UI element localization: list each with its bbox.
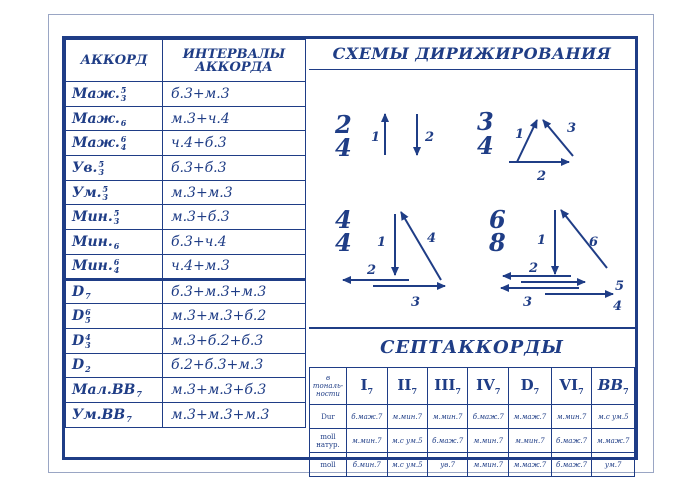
chord-sub: 3 <box>120 92 127 103</box>
chord-base: Маж. <box>72 85 120 102</box>
septachord-degree-sub: 7 <box>455 386 461 396</box>
septachords-rows <box>310 405 635 477</box>
chord-base: D <box>72 308 85 325</box>
septachord-degree-sub: 7 <box>367 386 374 396</box>
chord-row <box>66 304 306 329</box>
chord-intervals: ч.4+м.3 <box>163 254 306 279</box>
chord-base: Мин. <box>72 209 113 226</box>
septachord-degree: VI <box>559 376 579 394</box>
chord-base: D <box>72 357 85 374</box>
septachord-cell: м.с ум.5 <box>592 405 635 429</box>
beat-6-8-3: 3 <box>523 295 533 310</box>
chord-base: Ум. <box>72 184 102 201</box>
chord-intervals: м.3+б.2+б.3 <box>163 328 306 353</box>
chord-intervals: м.3+м.3+б.3 <box>163 378 306 403</box>
septachord-row-label: moll <box>310 453 347 477</box>
chord-rows <box>66 82 306 428</box>
chord-intervals: б.2+б.3+м.3 <box>163 353 306 378</box>
chord-intervals: м.3+б.3 <box>163 205 306 230</box>
beat-6-8-6: 6 <box>589 235 599 250</box>
chord-base: Мин. <box>72 233 113 250</box>
septachord-cell: б.маж.7 <box>468 405 509 429</box>
chord-intervals: м.3+м.3+м.3 <box>163 402 306 427</box>
sig-4-4-top: 4 <box>335 205 352 234</box>
septachord-cell: м.мин.7 <box>509 429 552 453</box>
intervals-column-header <box>163 40 306 82</box>
septachord-degree-sub: 7 <box>533 386 540 396</box>
septachord-cell: м.мин.7 <box>427 405 468 429</box>
beat-3-4-3: 3 <box>567 121 577 136</box>
septachord-degree: III <box>434 376 456 394</box>
sig-4-4-bottom: 4 <box>335 228 352 257</box>
septachord-cell: б.мин.7 <box>347 453 388 477</box>
septachord-degree: ВВ <box>597 376 624 394</box>
septachord-cell: м.мин.7 <box>387 405 427 429</box>
septachord-column-header <box>509 368 552 405</box>
chord-column-header: АККОРД <box>66 40 163 82</box>
chord-intervals: м.3+м.3+б.2 <box>163 304 306 329</box>
septachord-degree-sub: 7 <box>578 386 584 396</box>
chord-name <box>66 254 163 279</box>
chord-row <box>66 279 306 304</box>
chord-name <box>66 156 163 181</box>
chord-base: Мал.ВВ <box>72 382 136 399</box>
septachord-degree-sub: 7 <box>623 386 629 396</box>
chord-sub: 7 <box>126 413 132 424</box>
septachord-cell: м.маж.7 <box>592 429 635 453</box>
chord-row <box>66 82 306 107</box>
beat-4-4-4: 4 <box>427 231 437 246</box>
chord-base: Ув. <box>72 159 98 176</box>
sig-2-4-bottom: 4 <box>335 133 352 162</box>
septachord-cell: ув.7 <box>427 453 468 477</box>
chord-intervals: м.3+м.3 <box>163 180 306 205</box>
septachord-cell: м.с ум.5 <box>387 453 427 477</box>
beat-4-4-3: 3 <box>411 295 421 310</box>
chord-name <box>66 230 163 255</box>
septachord-cell: б.маж.7 <box>551 453 592 477</box>
septachord-degree: D <box>520 376 534 394</box>
beat-6-8-4: 4 <box>613 299 623 314</box>
chord-sub: 4 <box>113 265 120 276</box>
chord-name <box>66 205 163 230</box>
conducting-schemes <box>309 70 635 326</box>
chord-row <box>66 378 306 403</box>
intervals-header-line2: АККОРДА <box>195 59 273 75</box>
septachord-row-label: Dur <box>310 405 347 429</box>
chord-row <box>66 131 306 156</box>
chord-name <box>66 106 163 131</box>
chord-sup: 5 <box>120 84 127 95</box>
septachords-section <box>309 327 635 469</box>
septachord-column-header <box>427 368 468 405</box>
septachords-table <box>309 367 635 477</box>
chord-row <box>66 106 306 131</box>
sig-6-8-top: 6 <box>489 205 506 234</box>
chord-row <box>66 353 306 378</box>
beat-2-4-2: 2 <box>425 130 435 145</box>
chord-sub: 6 <box>113 240 120 251</box>
chord-base: Мин. <box>72 258 113 275</box>
septachords-title: СЕПТАККОРДЫ <box>380 337 564 358</box>
chord-intervals: б.3+м.3+м.3 <box>163 279 306 304</box>
chord-sub: 6 <box>120 117 127 128</box>
chord-row <box>66 180 306 205</box>
chord-name <box>66 402 163 427</box>
chord-name <box>66 131 163 156</box>
arrow-4-4-beat4 <box>401 212 441 280</box>
chord-name <box>66 82 163 107</box>
chord-sup: 4 <box>85 331 91 342</box>
chord-sup: 5 <box>102 183 109 194</box>
chord-base: Ум.ВВ <box>72 406 126 423</box>
chord-sub: 4 <box>120 142 127 153</box>
sig-6-8-bottom: 8 <box>489 228 506 257</box>
sig-2-4-top: 2 <box>335 110 352 139</box>
chord-intervals: б.3+м.3 <box>163 82 306 107</box>
chord-sub: 3 <box>102 191 109 202</box>
septachord-row <box>310 429 635 453</box>
chord-base: Маж. <box>72 135 120 152</box>
septachord-cell: м.маж.7 <box>509 453 552 477</box>
chord-name <box>66 180 163 205</box>
chord-table <box>65 39 306 428</box>
chord-sub: 7 <box>85 290 91 301</box>
chord-sup: 5 <box>98 158 105 169</box>
septachord-degree: I <box>360 376 368 394</box>
septachord-column-header <box>592 368 635 405</box>
chord-sup: 6 <box>120 134 127 145</box>
beat-6-8-1: 1 <box>537 233 547 248</box>
septachords-corner: в тональ-ности <box>310 368 347 405</box>
arrow-6-8-beat6 <box>561 210 607 268</box>
septachord-row <box>310 453 635 477</box>
septachord-cell: ум.7 <box>592 453 635 477</box>
chord-name <box>66 304 163 329</box>
chord-row <box>66 156 306 181</box>
conducting-title: СХЕМЫ ДИРИЖИРОВАНИЯ <box>309 39 635 70</box>
chord-intervals: м.3+ч.4 <box>163 106 306 131</box>
intervals-header-line1: ИНТЕРВАЛЫ <box>182 46 286 62</box>
septachord-degree: IV <box>476 376 495 394</box>
septachord-cell: б.маж.7 <box>347 405 388 429</box>
chord-sub: 3 <box>113 216 120 227</box>
septachord-row-label: moll натур. <box>310 429 347 453</box>
chord-intervals: б.3+ч.4 <box>163 230 306 255</box>
septachord-degree: II <box>397 376 412 394</box>
chord-row <box>66 402 306 427</box>
chord-name <box>66 279 163 304</box>
sig-3-4-top: 3 <box>477 107 494 136</box>
right-panel <box>309 39 635 469</box>
chord-sub: 7 <box>136 389 142 400</box>
beat-4-4-2: 2 <box>367 263 377 278</box>
chord-sub: 3 <box>85 339 91 350</box>
chord-sub: 5 <box>85 315 91 326</box>
chord-row <box>66 205 306 230</box>
chord-sup: 6 <box>85 307 91 318</box>
septachord-cell: б.маж.7 <box>551 429 592 453</box>
septachord-column-header <box>468 368 509 405</box>
septachord-degree-sub: 7 <box>494 386 501 396</box>
chord-sup: 5 <box>113 208 120 219</box>
septachords-header-row <box>310 368 635 405</box>
conducting-diagrams <box>309 70 635 326</box>
chord-name <box>66 378 163 403</box>
chord-sub: 3 <box>98 166 105 177</box>
chord-intervals: ч.4+б.3 <box>163 131 306 156</box>
beat-6-8-2: 2 <box>529 261 539 276</box>
chord-name <box>66 328 163 353</box>
septachord-degree-sub: 7 <box>411 386 418 396</box>
septachord-cell: м.мин.7 <box>347 429 388 453</box>
beat-4-4-1: 1 <box>377 235 387 250</box>
chord-base: D <box>72 283 85 300</box>
septachord-column-header <box>551 368 592 405</box>
septachord-cell: м.мин.7 <box>551 405 592 429</box>
chord-name <box>66 353 163 378</box>
chord-row <box>66 328 306 353</box>
sig-3-4-bottom: 4 <box>477 131 494 160</box>
septachord-column-header <box>347 368 388 405</box>
beat-3-4-1: 1 <box>515 127 525 142</box>
septachord-column-header <box>387 368 427 405</box>
beat-6-8-5: 5 <box>615 279 625 294</box>
chord-row <box>66 254 306 279</box>
beat-3-4-2: 2 <box>537 169 547 184</box>
septachord-row <box>310 405 635 429</box>
septachord-cell: м.мин.7 <box>468 429 509 453</box>
septachord-cell: м.с ум.5 <box>387 429 427 453</box>
chord-base: Маж. <box>72 110 120 127</box>
chord-sub: 2 <box>85 364 91 375</box>
chord-row <box>66 230 306 255</box>
septachord-cell: м.мин.7 <box>468 453 509 477</box>
chord-base: D <box>72 332 85 349</box>
septachord-cell: м.маж.7 <box>509 405 552 429</box>
chord-sup: 6 <box>113 257 120 268</box>
septachord-cell: б.маж.7 <box>427 429 468 453</box>
beat-2-4-1: 1 <box>371 130 381 145</box>
chord-intervals: б.3+б.3 <box>163 156 306 181</box>
